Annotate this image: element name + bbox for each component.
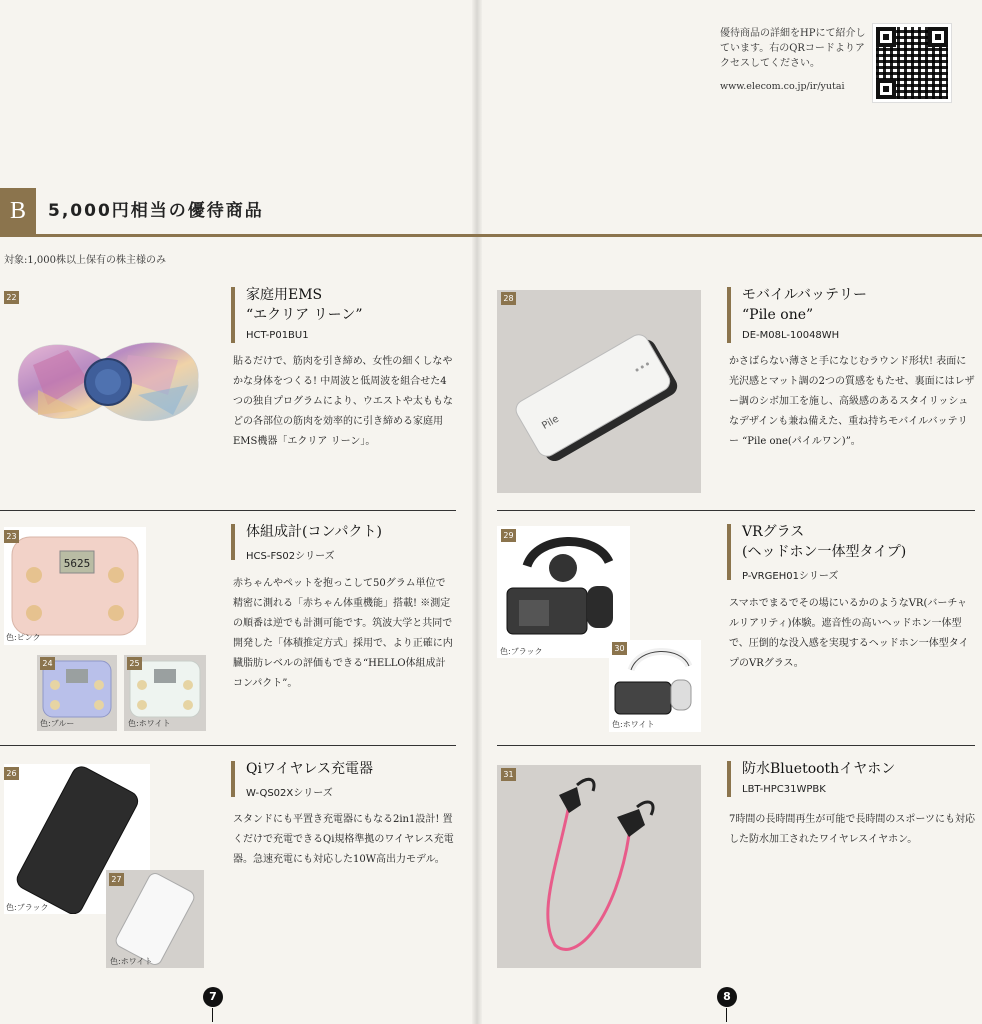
section-rule: [0, 234, 982, 237]
product-name-sub: “Pile one”: [742, 307, 814, 323]
title-bar: [727, 761, 731, 797]
item-number: 29: [501, 529, 516, 542]
qr-code-icon[interactable]: [873, 24, 951, 102]
product-code: HCT-P01BU1: [246, 330, 309, 341]
product-name: VRグラス: [742, 524, 805, 540]
color-label: 色:ブルー: [40, 719, 75, 728]
section-header: [0, 188, 982, 238]
item-number: 22: [4, 291, 19, 304]
page-number-left: 7: [203, 987, 223, 1007]
item-number: 23: [4, 530, 19, 543]
color-label: 色:ホワイト: [128, 719, 171, 728]
product-code: W-QS02Xシリーズ: [246, 788, 333, 799]
svg-text:Pile: Pile: [540, 413, 561, 432]
product-name: Qiワイヤレス充電器: [246, 761, 373, 777]
section-title: 5,000円相当の優待商品: [48, 201, 264, 221]
item-number: 26: [4, 767, 19, 780]
hp-note: 優待商品の詳細をHPにて紹介しています。右のQRコードよりアクセスしてください。: [720, 28, 866, 69]
page-number-right: 8: [717, 987, 737, 1007]
product-description: 7時間の長時間再生が可能で長時間のスポーツにも対応した防水加工されたワイヤレスイヤホン。: [729, 814, 975, 845]
page-gutter: [472, 0, 482, 1024]
row-divider: [0, 745, 456, 746]
item-number: 28: [501, 292, 516, 305]
product-name: 体組成計(コンパクト): [246, 524, 382, 540]
product-description: 貼るだけで、筋肉を引き締め、女性の細くしなやかな身体をつくる! 中周波と低周波を組合せた4つの独自プログラムにより、ウエストや太ももなどの各部位の筋肉を効率的に引き締める家庭用EMS機器「エクリア リーン」。: [233, 356, 453, 447]
scale-pink-photo: [4, 527, 146, 645]
product-description: スタンドにも平置き充電器にもなる2in1設計! 置くだけで充電できるQi規格準拠のワイヤレス充電器。急速充電にも対応した10W高出力モデル。: [233, 814, 454, 865]
product-code: HCS-FS02シリーズ: [246, 551, 335, 562]
scale-illustration: [4, 527, 146, 645]
product-description: かさばらない薄さと手になじむラウンド形状! 表面に光沢感とマット調の2つの質感をもたせ、裏面にはレザー調のシボ加工を施し、高級感のあるスタイリッシュなデザインも兼ね備えた、重ね持ちモバイルバッテリー “Pile one(パイルワン)”。: [729, 356, 975, 447]
color-label: 色:ブラック: [6, 903, 49, 912]
product-name: 防水Bluetoothイヤホン: [742, 761, 896, 777]
product-name: モバイルバッテリー: [742, 287, 868, 303]
product-code: LBT-HPC31WPBK: [742, 784, 826, 795]
item-number: 30: [612, 642, 627, 655]
qr-finder: [876, 27, 896, 47]
qr-finder: [876, 79, 896, 99]
product-code: DE-M08L-10048WH: [742, 330, 840, 341]
vr-black-photo: [497, 526, 630, 658]
battery-photo: [497, 290, 701, 493]
title-bar: [727, 524, 731, 580]
scale-display: 5625: [63, 557, 91, 570]
product-name-sub: “エクリア リーン”: [246, 307, 363, 323]
row-divider: [0, 510, 456, 511]
battery-illustration: [497, 290, 701, 493]
item-number: 25: [127, 657, 142, 670]
product-name-sub: (ヘッドホン一体型タイプ): [742, 544, 907, 560]
section-letter: B: [0, 188, 36, 234]
earphone-illustration: [497, 765, 701, 968]
color-label: 色:ホワイト: [110, 957, 153, 966]
row-divider: [497, 745, 975, 746]
color-label: 色:ブラック: [500, 647, 543, 656]
qr-finder: [928, 27, 948, 47]
title-bar: [231, 761, 235, 797]
earphone-photo: [497, 765, 701, 968]
row-divider: [497, 510, 975, 511]
hp-url[interactable]: www.elecom.co.jp/ir/yutai: [720, 81, 845, 92]
ems-photo: [8, 320, 208, 450]
product-name: 家庭用EMS: [246, 287, 323, 303]
product-code: P-VRGEH01シリーズ: [742, 571, 839, 582]
target-note: 対象:1,000株以上保有の株主様のみ: [4, 255, 166, 266]
item-number: 27: [109, 873, 124, 886]
item-number: 24: [40, 657, 55, 670]
ems-device-illustration: [8, 320, 208, 450]
vr-headset-illustration: [497, 526, 630, 658]
title-bar: [727, 287, 731, 343]
product-description: スマホでまるでその場にいるかのようなVR(バーチャルリアリティ)体験。遮音性の高いヘッドホン一体型で、圧倒的な没入感を実現するヘッドホン一体型タイプのVRグラス。: [729, 598, 969, 669]
page-tick: [212, 1008, 213, 1022]
item-number: 31: [501, 768, 516, 781]
color-label: 色:ホワイト: [612, 720, 655, 729]
title-bar: [231, 524, 235, 560]
color-label: 色:ピンク: [6, 633, 41, 642]
product-description: 赤ちゃんやペットを抱っこして50グラム単位で精密に測れる「赤ちゃん体重機能」搭載! ※測定の順番は逆でも計測可能です。筑波大学と共同で開発した「体積推定方式」採用で、より正確に内臓脂肪レベルの評価もできる“HELLO体組成計 コンパクト”。: [233, 578, 453, 689]
title-bar: [231, 287, 235, 343]
page-tick: [726, 1008, 727, 1022]
